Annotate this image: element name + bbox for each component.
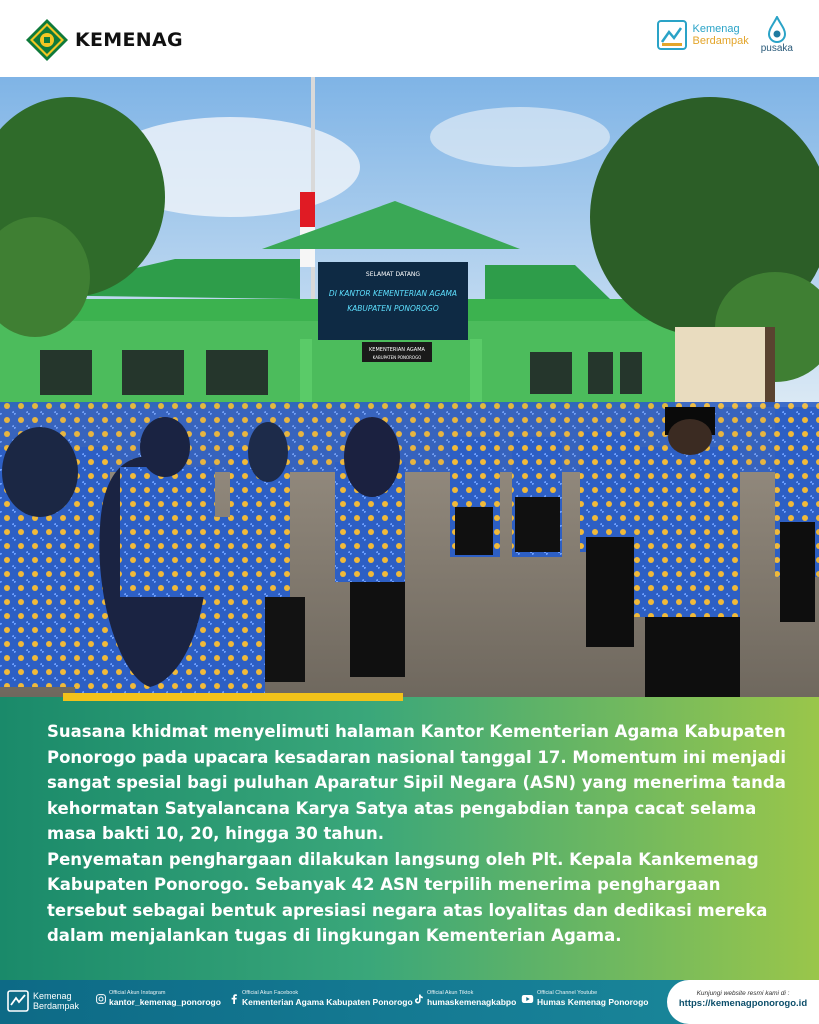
pusaka-label: pusaka — [760, 43, 793, 54]
kemenag-berdampak-logo — [657, 20, 748, 50]
accent-bar — [63, 693, 403, 701]
footer-brand-line1: Kemenag — [33, 991, 72, 1001]
instagram-label: Official Akun Instagram — [109, 990, 166, 996]
instagram-icon — [96, 994, 106, 1004]
website-pill[interactable] — [667, 980, 819, 1024]
footer-tiktok[interactable] — [414, 990, 516, 1007]
footer — [0, 980, 819, 1024]
facebook-label: Official Akun Facebook — [242, 990, 299, 996]
banner-line1: DI KANTOR KEMENTERIAN AGAMA — [328, 289, 458, 298]
caption-text — [47, 719, 787, 949]
youtube-handle: Humas Kemenag Ponorogo — [537, 997, 649, 1007]
header — [0, 0, 819, 77]
facebook-icon — [229, 994, 239, 1004]
brand[interactable] — [25, 18, 183, 62]
banner-line2: KABUPATEN PONOROGO — [347, 304, 439, 313]
tiktok-icon — [414, 994, 424, 1004]
website-label: Kunjungi website resmi kami di : — [696, 990, 790, 997]
banner-top-text: SELAMAT DATANG — [365, 271, 421, 278]
partner-logos — [657, 16, 793, 54]
kemenag-berdampak-icon — [657, 20, 687, 50]
brand-name: KEMENAG — [75, 29, 183, 51]
caption-paragraph-1: Suasana khidmat menyelimuti halaman Kantor Kementerian Agama Kabupaten Ponorogo pada upacara kesadaran nasional tanggal 17. Momentum ini menjadi sangat spesial bagi puluhan Aparatur Sipil Negara (ASN) yang menerima tanda kehormatan Satyalancana Karya Satya atas pengabdian tanpa cacat selama masa bakti 10, 20, hingga 30 tahun. — [47, 722, 787, 843]
footer-kemenag-berdampak-icon — [7, 990, 29, 1012]
website-url[interactable]: https://kemenagponorogo.id — [678, 998, 808, 1009]
youtube-label: Official Channel Youtube — [537, 990, 598, 996]
footer-instagram[interactable] — [96, 990, 221, 1007]
ceremony-photo — [0, 77, 819, 697]
footer-brand[interactable] — [7, 990, 79, 1012]
caption-paragraph-2: Penyematan penghargaan dilakukan langsung oleh Plt. Kepala Kankemenag Kabupaten Ponorogo. Sebanyak 42 ASN terpilih menerima penghargaan tersebut sebagai bentuk apresiasi negara atas loyalitas dan dedikasi mereka dalam menjalankan tugas di lingkungan Kementerian Agama. — [47, 849, 768, 945]
facebook-handle: Kementerian Agama Kabupaten Ponorogo — [242, 997, 413, 1007]
footer-brand-line2: Berdampak — [33, 1001, 80, 1011]
kb-line2: Berdampak — [692, 35, 749, 47]
ceremony-illustration — [0, 77, 819, 697]
pusaka-logo — [761, 16, 793, 54]
caption-panel — [0, 697, 819, 980]
tiktok-handle: humaskemenagkabpo — [427, 997, 517, 1007]
instagram-handle: kantor_kemenag_ponorogo — [109, 997, 221, 1007]
kemenag-logo-icon — [25, 18, 69, 62]
footer-youtube[interactable] — [521, 990, 648, 1007]
tiktok-label: Official Akun Tiktok — [427, 990, 474, 996]
building-sign-line1: KEMENTERIAN AGAMA — [369, 347, 425, 353]
youtube-icon — [521, 994, 534, 1004]
pusaka-drop-icon — [767, 16, 787, 44]
kb-line1: Kemenag — [692, 23, 740, 35]
building-sign-line2: KABUPATEN PONOROGO — [372, 355, 422, 360]
footer-facebook[interactable] — [229, 990, 413, 1007]
